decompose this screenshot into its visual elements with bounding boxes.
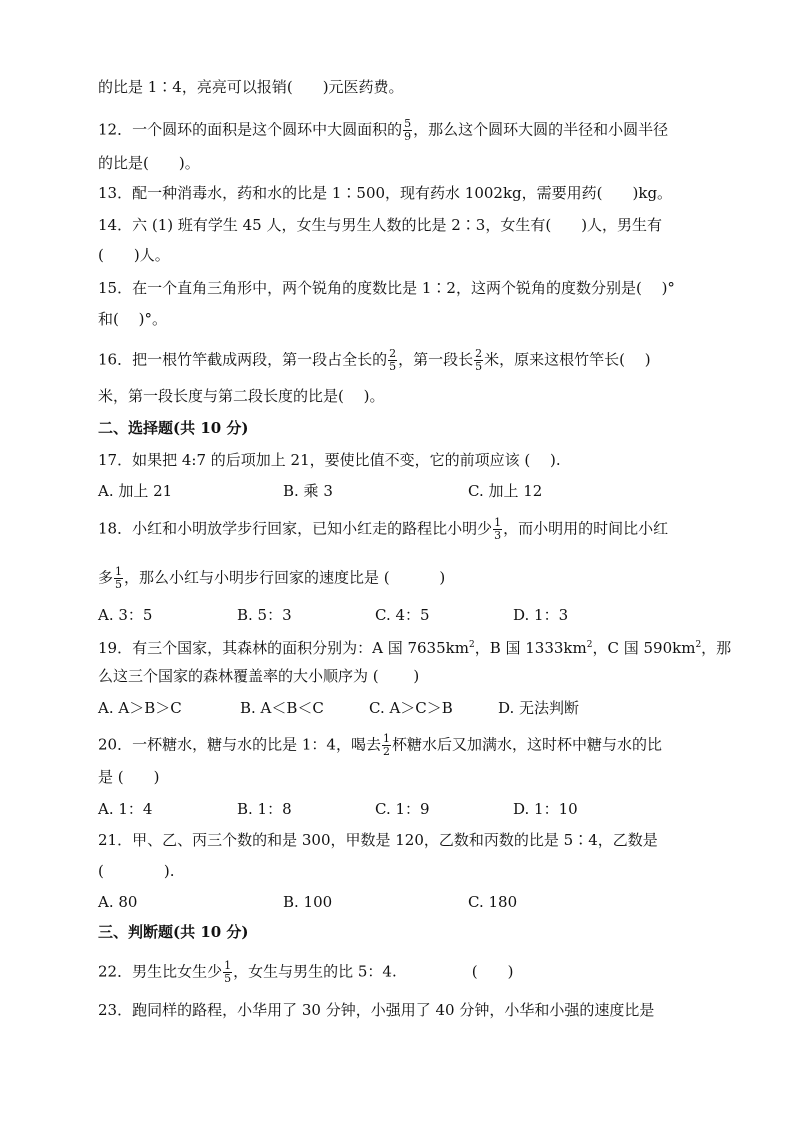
question-13: 13．配一种消毒水，药和水的比是 1∶500，现有药水 1002kg，需要用药( )kg。 bbox=[98, 184, 673, 202]
question-12-continued: 的比是( )。 bbox=[98, 154, 200, 172]
q18-text-1: 18．小红和小明放学步行回家，已知小红走的路程比小明少 bbox=[98, 519, 493, 538]
superscript-2: 2 bbox=[586, 640, 593, 650]
q19-text-2: ，B 国 1333km bbox=[474, 639, 587, 657]
question-22 bbox=[98, 960, 513, 985]
fraction-2-5: $\frac{2}{5}$ bbox=[389, 347, 397, 373]
question-15-continued: 和( )°。 bbox=[98, 310, 167, 328]
question-16 bbox=[98, 348, 651, 373]
question-15: 15．在一个直角三角形中，两个锐角的度数比是 1∶2，这两个锐角的度数分别是( )° bbox=[98, 279, 675, 297]
q19-option-a: A. A＞B＞C bbox=[98, 699, 182, 717]
q18-option-d: D. 1：3 bbox=[513, 606, 569, 624]
q18-option-c: C. 4：5 bbox=[375, 606, 430, 624]
fraction-1-5: $\frac{1}{5}$ bbox=[115, 565, 123, 591]
q19-option-d: D. 无法判断 bbox=[498, 699, 580, 717]
q17-option-b: B. 乘 3 bbox=[283, 482, 333, 500]
q18-text-3: 多 bbox=[98, 568, 114, 587]
fraction-1-2: $\frac{1}{2}$ bbox=[382, 732, 390, 758]
q19-text-1: 19．有三个国家，其森林的面积分别为：A 国 7635km bbox=[98, 639, 469, 657]
q20-option-c: C. 1：9 bbox=[375, 800, 430, 818]
q19-text-4: ，那 bbox=[701, 639, 732, 657]
q18-text-4: ，那么小红与小明步行回家的速度比是 ( ) bbox=[124, 568, 446, 587]
q19-text-3: ，C 国 590km bbox=[592, 639, 696, 657]
question-21-continued: ( ). bbox=[98, 862, 175, 880]
question-19 bbox=[98, 635, 731, 658]
q17-option-c: C. 加上 12 bbox=[468, 482, 543, 500]
q18-text-2: ，而小明用的时间比小红 bbox=[503, 519, 669, 538]
q19-option-b: B. A＜B＜C bbox=[240, 699, 324, 717]
q20-text-2: 杯糖水后又加满水，这时杯中糖与水的比 bbox=[391, 735, 662, 754]
question-23: 23．跑同样的路程，小华用了 30 分钟，小强用了 40 分钟，小华和小强的速度比是 bbox=[98, 1001, 655, 1019]
question-14-continued: ( )人。 bbox=[98, 246, 170, 264]
q16-text-1: 16．把一根竹竿截成两段，第一段占全长的 bbox=[98, 350, 388, 369]
q21-option-c: C. 180 bbox=[468, 893, 518, 911]
q18-option-b: B. 5：3 bbox=[237, 606, 292, 624]
question-20 bbox=[98, 733, 662, 758]
question-20-continued: 是 ( ) bbox=[98, 768, 160, 786]
question-18-continued bbox=[98, 566, 445, 591]
superscript-2: 2 bbox=[468, 640, 475, 650]
q16-text-2: ，第一段长 bbox=[398, 350, 474, 369]
question-11-continued: 的比是 1∶4，亮亮可以报销( )元医药费。 bbox=[98, 78, 404, 96]
question-14: 14．六 (1) 班有学生 45 人，女生与男生人数的比是 2∶3，女生有( )人，男生有 bbox=[98, 216, 663, 234]
q12-text-1: 12．一个圆环的面积是这个圆环中大圆面积的 bbox=[98, 120, 403, 139]
question-12 bbox=[98, 118, 668, 143]
q12-text-2: ，那么这个圆环大圆的半径和小圆半径 bbox=[413, 120, 669, 139]
q20-option-b: B. 1：8 bbox=[237, 800, 292, 818]
section-heading-judgment: 三、判断题(共 10 分) bbox=[98, 923, 249, 941]
q21-option-a: A. 80 bbox=[98, 893, 138, 911]
q20-option-d: D. 1：10 bbox=[513, 800, 578, 818]
q18-option-a: A. 3：5 bbox=[98, 606, 153, 624]
q22-text-2: ，女生与男生的比 5：4. ( ) bbox=[233, 962, 514, 981]
q22-text-1: 22．男生比女生少 bbox=[98, 962, 223, 981]
question-19-continued: 么这三个国家的森林覆盖率的大小顺序为 ( ) bbox=[98, 667, 420, 685]
question-21: 21．甲、乙、丙三个数的和是 300，甲数是 120，乙数和丙数的比是 5∶4，乙数是 bbox=[98, 831, 658, 849]
q21-option-b: B. 100 bbox=[283, 893, 333, 911]
fraction-5-9: $\frac{5}{9}$ bbox=[404, 117, 412, 143]
fraction-1-3: $\frac{1}{3}$ bbox=[494, 516, 502, 542]
q20-option-a: A. 1：4 bbox=[98, 800, 153, 818]
question-17: 17．如果把 4:7 的后项加上 21，要使比值不变，它的前项应该 ( ). bbox=[98, 451, 561, 469]
q19-option-c: C. A＞C＞B bbox=[369, 699, 453, 717]
fraction-2-5: $\frac{2}{5}$ bbox=[475, 347, 483, 373]
q17-option-a: A. 加上 21 bbox=[98, 482, 173, 500]
q16-text-3: 米，原来这根竹竿长( ) bbox=[484, 350, 651, 369]
fraction-1-5: $\frac{1}{5}$ bbox=[224, 959, 232, 985]
section-heading-choice: 二、选择题(共 10 分) bbox=[98, 419, 249, 437]
question-18 bbox=[98, 517, 668, 542]
superscript-2: 2 bbox=[695, 640, 702, 650]
question-16-continued: 米，第一段长度与第二段长度的比是( )。 bbox=[98, 387, 385, 405]
q20-text-1: 20．一杯糖水，糖与水的比是 1：4，喝去 bbox=[98, 735, 381, 754]
